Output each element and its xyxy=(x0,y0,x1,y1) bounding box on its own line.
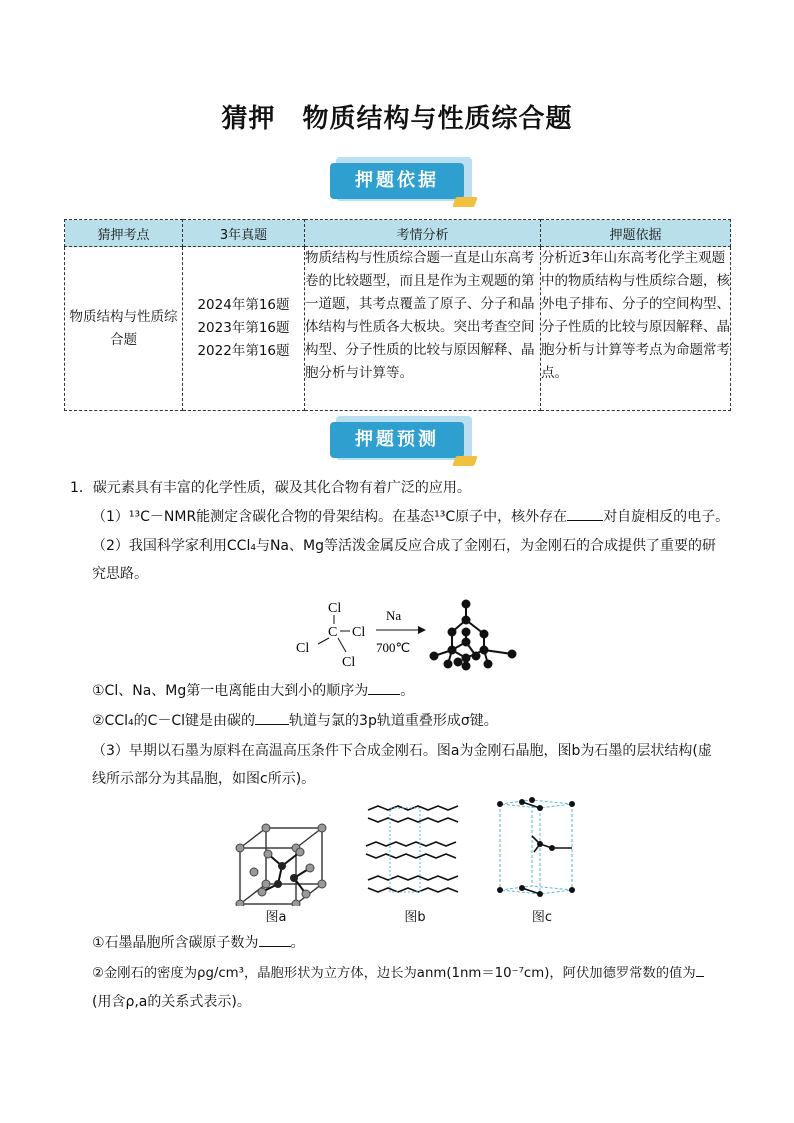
page-title: 猜押 物质结构与性质综合题 xyxy=(221,104,573,134)
question-part2-line2: 究思路。 xyxy=(92,566,148,582)
atom-cl-left: Cl xyxy=(296,641,310,656)
question-part2-q1: ①Cl、Na、Mg第一电离能由大到小的顺序为 。 xyxy=(92,680,414,701)
answer-blank[interactable] xyxy=(368,680,400,695)
question-part2-line1: （2）我国科学家利用CCl₄与Na、Mg等活泼金属反应合成了金刚石，为金刚石的合成提供了重要的研 xyxy=(92,538,716,554)
section-banner-basis xyxy=(330,155,480,207)
question-part3-q1: ①石墨晶胞所含碳原子数为 。 xyxy=(92,932,305,953)
arrow-reagent: Na xyxy=(386,608,402,623)
figure-b-label: 图b xyxy=(404,910,426,925)
answer-blank[interactable] xyxy=(255,710,289,725)
basis-cell: 分析近3年山东高考化学主观题中的物质结构与性质综合题，核外电子排布、分子的空间构型、分子性质的比较与原因解释、晶胞分析与计算等考点为命题常考点。 xyxy=(541,247,731,411)
section-banner-prediction xyxy=(330,414,480,466)
question-part3-line1: （3）早期以石墨为原料在高温高压条件下合成金刚石。图a为金刚石晶胞，图b为石墨的层状结构(虚 xyxy=(92,743,712,759)
figure-b-graphite-layers xyxy=(360,800,470,900)
question-part3-q2: ②金刚石的密度为ρg/cm³，晶胞形状为立方体，边长为anm(1nm＝10⁻⁷cm)，阿伏加德罗常数的值为 xyxy=(92,962,704,984)
question-part3-line2: 线所示部分为其晶胞，如图c所示)。 xyxy=(92,771,316,787)
atom-c: C xyxy=(328,625,338,640)
years-cell xyxy=(183,247,305,411)
reaction-diagram xyxy=(290,596,530,676)
atom-cl-right: Cl xyxy=(352,625,366,640)
answer-blank[interactable] xyxy=(259,932,291,947)
year-item: 2022年第16题 xyxy=(197,343,290,359)
answer-blank[interactable] xyxy=(696,962,704,977)
diamond-structure xyxy=(431,601,516,670)
figure-c-label: 图c xyxy=(531,910,553,925)
question-stem: 1．碳元素具有丰富的化学性质，碳及其化合物有着广泛的应用。 xyxy=(70,480,471,496)
table-header: 猜押考点 xyxy=(65,220,183,247)
banner-label: 押题预测 xyxy=(330,422,464,458)
figure-c-graphite-cell xyxy=(492,794,582,904)
question-part1: （1）¹³C－NMR能测定含碳化合物的骨架结构。在基态¹³C原子中，核外存在 对自旋相反的电子。 xyxy=(92,506,729,527)
year-item: 2024年第16题 xyxy=(197,297,290,313)
question-part2-q2: ②CCl₄的C－Cl键是由碳的 轨道与氯的3p轨道重叠形成σ键。 xyxy=(92,710,498,731)
info-table xyxy=(64,219,731,411)
pencil-icon xyxy=(452,197,478,207)
table-header: 3年真题 xyxy=(183,220,305,247)
table-header: 考情分析 xyxy=(305,220,541,247)
atom-cl-top: Cl xyxy=(328,601,342,616)
figure-a-diamond-cell xyxy=(232,822,332,906)
figure-a-label: 图a xyxy=(265,910,287,925)
analysis-cell: 物质结构与性质综合题一直是山东高考卷的比较题型，而且是作为主观题的第一道题，其考点覆盖了原子、分子和晶体结构与性质各大板块。突出考查空间构型、分子性质的比较与原因解释、晶胞分析与计算等。 xyxy=(305,247,541,411)
banner-label: 押题依据 xyxy=(330,163,464,199)
atom-cl-bottom: Cl xyxy=(342,655,356,670)
arrow-condition: 700℃ xyxy=(376,640,411,655)
pencil-icon xyxy=(452,456,478,466)
question-part3-q2-line2: (用含ρ,a的关系式表示)。 xyxy=(92,994,251,1010)
table-header: 押题依据 xyxy=(541,220,731,247)
year-item: 2023年第16题 xyxy=(197,320,290,336)
answer-blank[interactable] xyxy=(567,506,603,521)
topic-cell: 物质结构与性质综合题 xyxy=(65,247,183,411)
